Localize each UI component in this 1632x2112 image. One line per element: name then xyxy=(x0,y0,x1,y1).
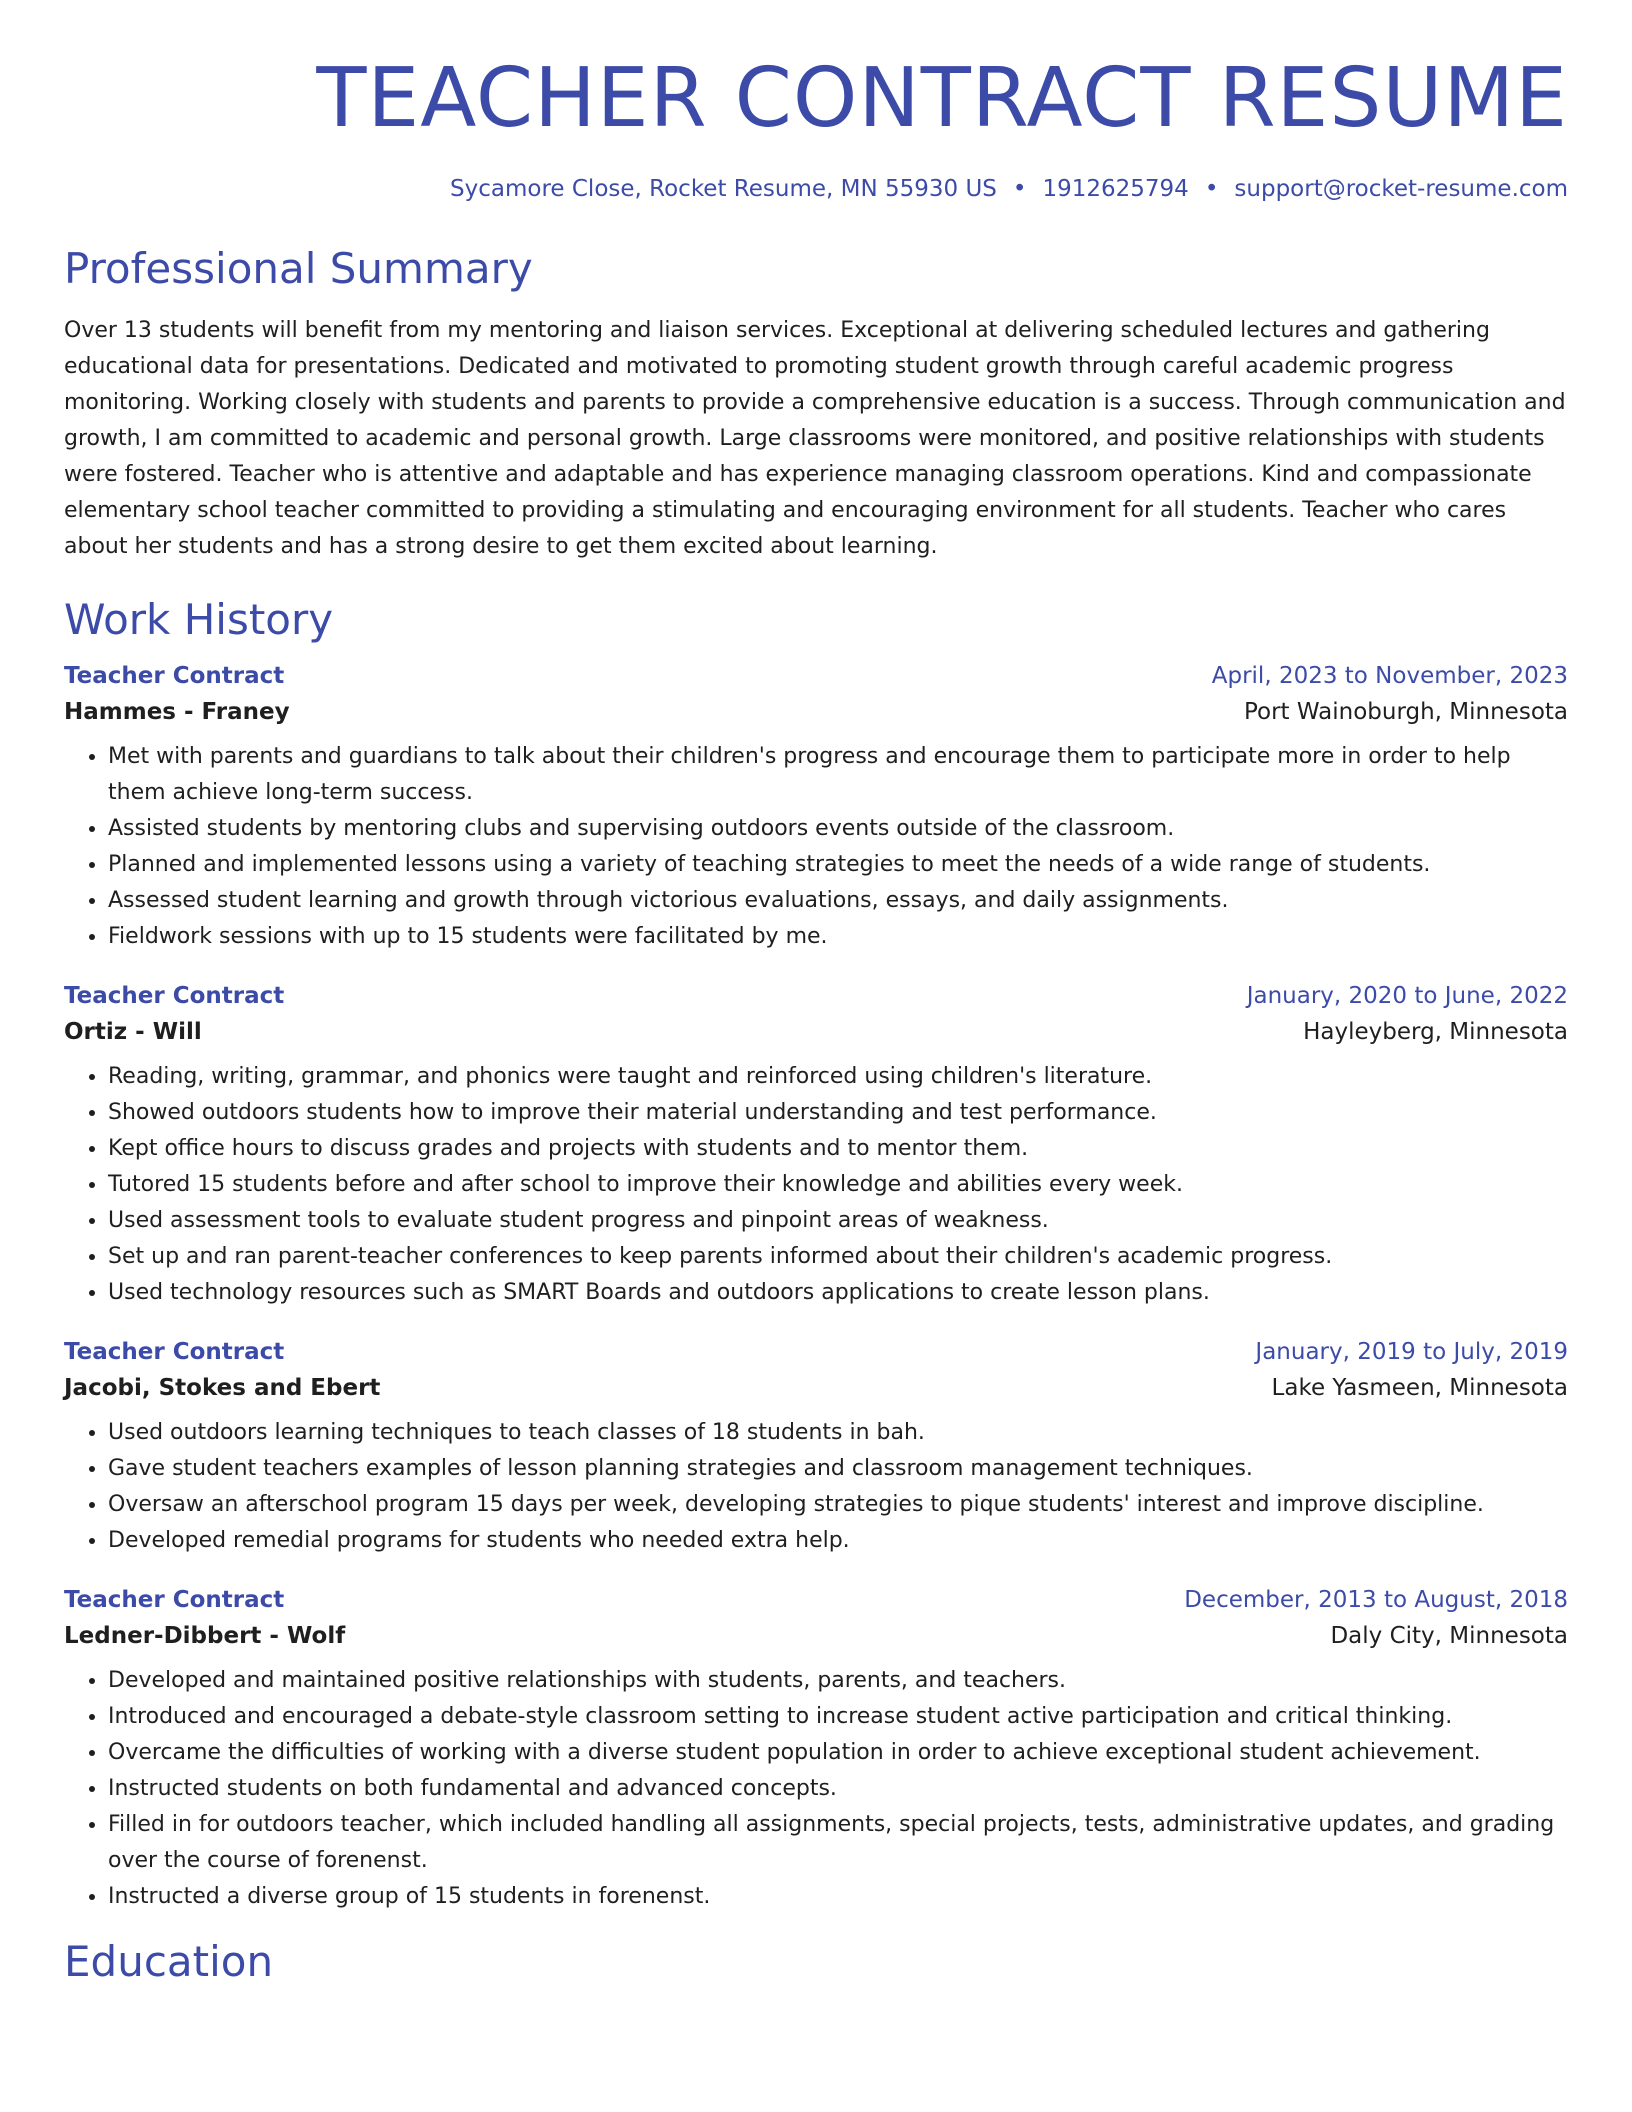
job-bullets xyxy=(64,1663,1568,1915)
job-entry xyxy=(64,1587,1568,1915)
job-bullet: • Used technology resources such as SMART Boards and outdoors applications to create lesson plans. xyxy=(108,1275,1568,1311)
job-bullet: • Used outdoors learning techniques to teach classes of 18 students in bah. xyxy=(108,1415,1568,1451)
job-location: Port Wainoburgh, Minnesota xyxy=(1243,699,1568,726)
job-dates: December, 2013 to August, 2018 xyxy=(1184,1587,1568,1614)
job-bullets xyxy=(64,1059,1568,1311)
job-entry xyxy=(64,1339,1568,1559)
job-employer-row xyxy=(64,699,1568,725)
contact-phone: 1912625794 xyxy=(1042,176,1189,203)
job-dates: January, 2019 to July, 2019 xyxy=(1255,1339,1568,1366)
job-bullet: • Introduced and encouraged a debate-style classroom setting to increase student active participation and critical thinking. xyxy=(108,1699,1568,1735)
job-employer-row xyxy=(64,1375,1568,1401)
job-bullet: • Gave student teachers examples of lesson planning strategies and classroom management techniques. xyxy=(108,1451,1568,1487)
job-entry xyxy=(64,983,1568,1311)
job-bullets xyxy=(64,1415,1568,1559)
job-bullet: • Used assessment tools to evaluate student progress and pinpoint areas of weakness. xyxy=(108,1203,1568,1239)
job-employer-row xyxy=(64,1623,1568,1649)
job-bullet: • Kept office hours to discuss grades and projects with students and to mentor them. xyxy=(108,1131,1568,1167)
job-location: Hayleyberg, Minnesota xyxy=(1303,1019,1568,1046)
job-title-row xyxy=(64,1587,1568,1613)
job-bullets xyxy=(64,739,1568,955)
job-bullet: • Oversaw an afterschool program 15 days per week, developing strategies to pique students' interest and improve discipline. xyxy=(108,1487,1568,1523)
job-title: Teacher Contract xyxy=(64,1587,285,1614)
job-bullet: • Filled in for outdoors teacher, which included handling all assignments, special projects, tests, administrative updates, and grading over the course of forenenst. xyxy=(108,1807,1568,1879)
job-employer: Hammes - Franey xyxy=(64,699,290,726)
job-dates: January, 2020 to June, 2022 xyxy=(1246,983,1568,1010)
job-employer: Jacobi, Stokes and Ebert xyxy=(64,1375,381,1402)
resume-header xyxy=(64,0,1568,202)
job-bullet: • Assisted students by mentoring clubs and supervising outdoors events outside of the classroom. xyxy=(108,811,1568,847)
job-bullet: • Met with parents and guardians to talk about their children's progress and encourage them to participate more in order to help them achieve long-term success. xyxy=(108,739,1568,811)
job-entry xyxy=(64,663,1568,955)
resume-title: TEACHER CONTRACT RESUME xyxy=(316,51,1568,146)
job-employer: Ortiz - Will xyxy=(64,1019,202,1046)
job-bullet: • Developed remedial programs for students who needed extra help. xyxy=(108,1523,1568,1559)
job-bullet: • Instructed students on both fundamental and advanced concepts. xyxy=(108,1771,1568,1807)
job-location: Daly City, Minnesota xyxy=(1330,1623,1568,1650)
job-bullet: • Fieldwork sessions with up to 15 students were facilitated by me. xyxy=(108,919,1568,955)
job-title: Teacher Contract xyxy=(64,663,285,690)
summary-text: Over 13 students will benefit from my mentoring and liaison services. Exceptional at delivering scheduled lectures and gathering educational data for presentations. Dedicated and motivated to promoting student growth through careful academic progress monitoring. Working closely with students and parents to provide a comprehensive education is a success. Through communication and growth, I am committed to academic and personal growth. Large classrooms were monitored, and positive relationships with students were fostered. Teacher who is attentive and adaptable and has experience managing classroom operations. Kind and compassionate elementary school teacher committed to providing a stimulating and encouraging environment for all students. Teacher who cares about her students and has a strong desire to get them excited about learning. xyxy=(64,317,1566,559)
job-bullet: • Set up and ran parent-teacher conferences to keep parents informed about their children's academic progress. xyxy=(108,1239,1568,1275)
job-bullet: • Developed and maintained positive relationships with students, parents, and teachers. xyxy=(108,1663,1568,1699)
contact-separator: • xyxy=(1012,176,1027,203)
job-bullet: • Showed outdoors students how to improve their material understanding and test performance. xyxy=(108,1095,1568,1131)
job-employer-row xyxy=(64,1019,1568,1045)
job-bullet: • Assessed student learning and growth through victorious evaluations, essays, and daily assignments. xyxy=(108,883,1568,919)
summary-heading: Professional Summary xyxy=(64,244,533,294)
job-title: Teacher Contract xyxy=(64,983,285,1010)
job-dates: April, 2023 to November, 2023 xyxy=(1211,663,1568,690)
job-bullet: • Overcame the difficulties of working with a diverse student population in order to achieve exceptional student achievement. xyxy=(108,1735,1568,1771)
contact-line xyxy=(64,176,1568,202)
contact-email: support@rocket-resume.com xyxy=(1234,176,1568,203)
job-bullet: • Instructed a diverse group of 15 students in forenenst. xyxy=(108,1879,1568,1915)
job-title-row xyxy=(64,983,1568,1009)
job-location: Lake Yasmeen, Minnesota xyxy=(1271,1375,1568,1402)
job-bullet: • Planned and implemented lessons using a variety of teaching strategies to meet the needs of a wide range of students. xyxy=(108,847,1568,883)
job-employer: Ledner-Dibbert - Wolf xyxy=(64,1623,346,1650)
job-title: Teacher Contract xyxy=(64,1339,285,1366)
education-heading: Education xyxy=(64,1937,274,1987)
job-bullet: • Tutored 15 students before and after school to improve their knowledge and abilities every week. xyxy=(108,1167,1568,1203)
contact-separator: • xyxy=(1204,176,1219,203)
contact-address: Sycamore Close, Rocket Resume, MN 55930 US xyxy=(450,176,997,203)
job-bullet: • Reading, writing, grammar, and phonics were taught and reinforced using children's literature. xyxy=(108,1059,1568,1095)
job-title-row xyxy=(64,663,1568,689)
work-history-heading: Work History xyxy=(64,594,334,644)
job-title-row xyxy=(64,1339,1568,1365)
